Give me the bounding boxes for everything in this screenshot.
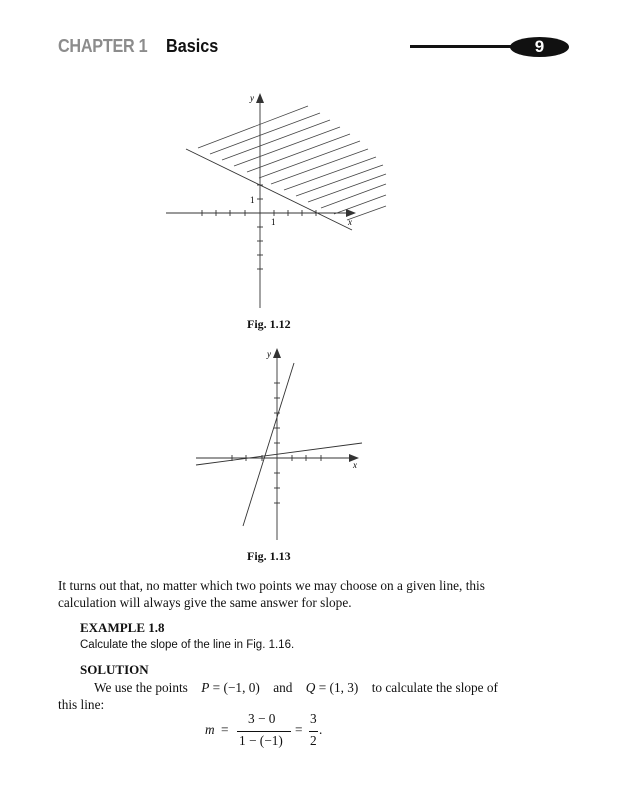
eq-fraction-bar-2 — [309, 731, 318, 732]
solution-title: SOLUTION — [80, 662, 149, 677]
fig12-tick-label-y: 1 — [250, 195, 255, 205]
chapter-label: CHAPTER 1 — [58, 36, 148, 56]
eq-num-2: 3 — [310, 711, 317, 726]
fig13-steep-line — [243, 363, 294, 526]
point-q: Q = (1, 3) — [305, 680, 359, 695]
eq-equals-2: = — [295, 722, 303, 737]
body-paragraph: It turns out that, no matter which two points we may choose on a given line, this calculation will always give the same answer for slope. — [58, 578, 485, 610]
example-title: EXAMPLE 1.8 — [80, 620, 165, 635]
eq-num-1: 3 − 0 — [248, 711, 276, 726]
fig12-hatching — [198, 106, 386, 220]
fig13-y-label: y — [267, 349, 271, 359]
fig12-tick-label-x: 1 — [271, 217, 276, 227]
solution-line-1 — [94, 679, 498, 696]
figure-1-13 — [0, 340, 620, 560]
point-p: P = (−1, 0) — [201, 680, 260, 695]
fig12-y-arrow — [256, 93, 264, 103]
fig12-x-label: x — [348, 217, 352, 227]
eq-lhs: m — [205, 722, 215, 737]
fig12-boundary-line — [186, 149, 352, 230]
eq-den-1: 1 − (−1) — [239, 733, 283, 748]
example-text: Calculate the slope of the line in Fig. 1.16. — [80, 639, 295, 651]
solution-suffix: to calculate the slope of — [371, 680, 498, 695]
solution-line-2: this line: — [58, 697, 105, 712]
fig12-y-label: y — [250, 93, 254, 103]
eq-den-2: 2 — [310, 733, 317, 748]
eq-fraction-bar-1 — [237, 731, 291, 732]
fig12-caption: Fig. 1.12 — [247, 317, 291, 331]
fig12-x-arrow — [346, 209, 356, 217]
fig13-caption: Fig. 1.13 — [247, 549, 291, 563]
solution-prefix: We use the points — [94, 680, 188, 695]
chapter-title: Basics — [166, 36, 219, 56]
fig13-x-label: x — [353, 460, 357, 470]
eq-equals-1: = — [221, 722, 229, 737]
eq-end: . — [319, 722, 323, 737]
fig13-shallow-line — [196, 443, 362, 465]
fig13-y-arrow — [273, 348, 281, 358]
page-number: 9 — [510, 37, 569, 57]
figure-1-12 — [0, 0, 620, 320]
and-word: and — [273, 680, 293, 695]
